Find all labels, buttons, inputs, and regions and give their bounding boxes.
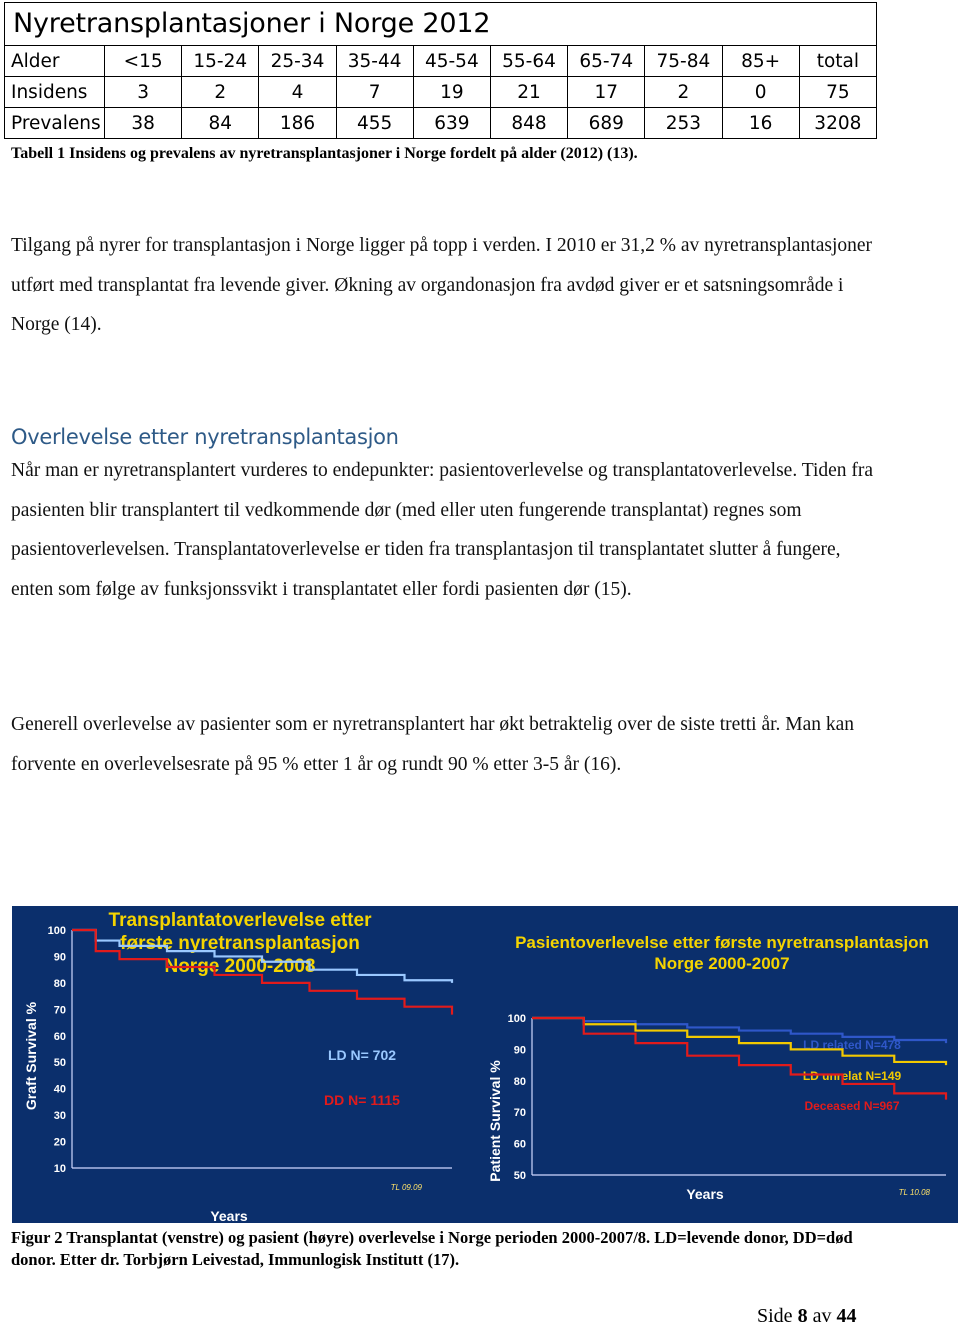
table-cell: 21 [490,77,567,108]
chart-title-line: Norge 2000-2008 [164,956,316,977]
table-cell: 19 [413,77,490,108]
table-row [5,77,877,108]
chart-title-line: første nyretransplantasjon [120,933,360,954]
legend-label: DD N= 1115 [324,1092,400,1108]
table-cell: 75 [799,77,876,108]
incidence-table [4,2,877,139]
header-cell: 85+ [722,46,799,77]
header-cell: 25-34 [259,46,336,77]
table-cell: 0 [722,77,799,108]
header-cell: Alder [5,46,105,77]
header-cell: 35-44 [336,46,413,77]
header-cell: total [799,46,876,77]
table-header-row [5,46,877,77]
incidence-grid [4,45,877,139]
header-cell: 45-54 [413,46,490,77]
section-heading: Overlevelse etter nyretransplantasjon [11,425,399,449]
row-label: Insidens [5,77,105,108]
chart-credit: TL 09.09 [390,1183,422,1192]
paragraph-availability: Tilgang på nyrer for transplantasjon i Norge ligger på topp i verden. I 2010 er 31,2 % av nyretransplantasjoner utført med transplantat fra levende giver. Økning av organdonasjon fra avdød giver er et satsningsområde i Norge (14). [11,235,873,335]
header-cell: 75-84 [645,46,722,77]
y-tick-label: 40 [53,1083,66,1096]
table-cell: 3 [105,77,182,108]
y-tick-label: 70 [513,1107,526,1120]
survival-charts [12,906,958,1223]
table-cell: 2 [182,77,259,108]
y-axis-label: Graft Survival % [23,1001,39,1111]
y-tick-label: 50 [513,1170,526,1182]
table-cell: 848 [490,108,567,139]
header-cell: 55-64 [490,46,567,77]
table-title: Nyretransplantasjoner i Norge 2012 [4,2,877,46]
table-cell: 7 [336,77,413,108]
page-prefix: Side [757,1305,798,1327]
y-tick-label: 80 [513,1075,526,1088]
header-cell: <15 [105,46,182,77]
page-current: 8 [797,1305,808,1327]
y-tick-label: 100 [507,1013,526,1025]
y-tick-label: 20 [53,1136,66,1149]
y-tick-label: 70 [53,1004,66,1017]
table-cell: 253 [645,108,722,139]
table-cell: 3208 [799,108,876,139]
y-tick-label: 90 [53,951,66,964]
legend-label: LD unrelat N=149 [802,1069,902,1083]
table-cell: 689 [568,108,645,139]
table-caption: Tabell 1 Insidens og prevalens av nyretransplantasjoner i Norge fordelt på alder (2012) (13). [11,145,638,162]
y-tick-label: 80 [53,977,66,990]
chart-title-line: Norge 2000-2007 [654,954,790,973]
table-cell: 455 [336,108,413,139]
table-cell: 17 [568,77,645,108]
y-tick-label: 90 [513,1044,526,1057]
x-axis-label: Years [210,1208,248,1223]
figure-caption: Figur 2 Transplantat (venstre) og pasient (høyre) overlevelse i Norge perioden 2000-2007/8. LD=levende donor, DD=død donor. Etter dr. Torbjørn Leivestad, Immunlogisk Institutt (17). [11,1228,853,1269]
y-tick-label: 50 [53,1057,66,1070]
header-cell: 65-74 [568,46,645,77]
chart-credit: TL 10.08 [898,1188,930,1197]
table-cell: 84 [182,108,259,139]
table-cell: 38 [105,108,182,139]
table-cell: 16 [722,108,799,139]
legend-label: Deceased N=967 [804,1099,900,1113]
chart-title-line: Transplantatoverlevelse etter [108,910,372,931]
header-cell: 15-24 [182,46,259,77]
page-number [757,1305,856,1328]
paragraph-general-survival: Generell overlevelse av pasienter som er nyretransplantert har økt betraktelig over de siste tretti år. Man kan forvente en overlevelsesrate på 95 % etter 1 år og rundt 90 % etter 3-5 år (16). [11,714,855,775]
y-tick-label: 60 [53,1030,66,1043]
table-cell: 4 [259,77,336,108]
table-row [5,108,877,139]
y-tick-label: 10 [53,1163,66,1175]
chart-title-line: Pasientoverlevelse etter første nyretransplantasjon [515,933,929,952]
page-of: av [807,1305,837,1327]
legend-label: LD N= 702 [327,1047,397,1063]
table-cell: 639 [413,108,490,139]
y-tick-label: 60 [513,1138,526,1151]
table-cell: 186 [259,108,336,139]
paragraph-endpoints: Når man er nyretransplantert vurderes to endepunkter: pasientoverlevelse og transplantatoverlevelse. Tiden fra pasienten blir transplantert til vedkommende dør (med eller uten fungerende transplantat) regnes som pasientoverlevelsen. Transplantatoverlevelse er tiden fra transplantasjon til transplantatet slutter å fungere, enten som følge av funksjonssvikt i transplantatet eller fordi pasienten dør (15). [11,460,874,600]
x-axis-label: Years [686,1186,724,1202]
row-label: Prevalens [5,108,105,139]
y-axis-label: Patient Survival % [487,1060,503,1182]
page-total: 44 [836,1305,857,1327]
survival-figure [12,906,958,1223]
legend-label: LD related N=478 [803,1038,901,1052]
y-tick-label: 30 [53,1110,66,1123]
y-tick-label: 100 [47,925,66,937]
table-cell: 2 [645,77,722,108]
